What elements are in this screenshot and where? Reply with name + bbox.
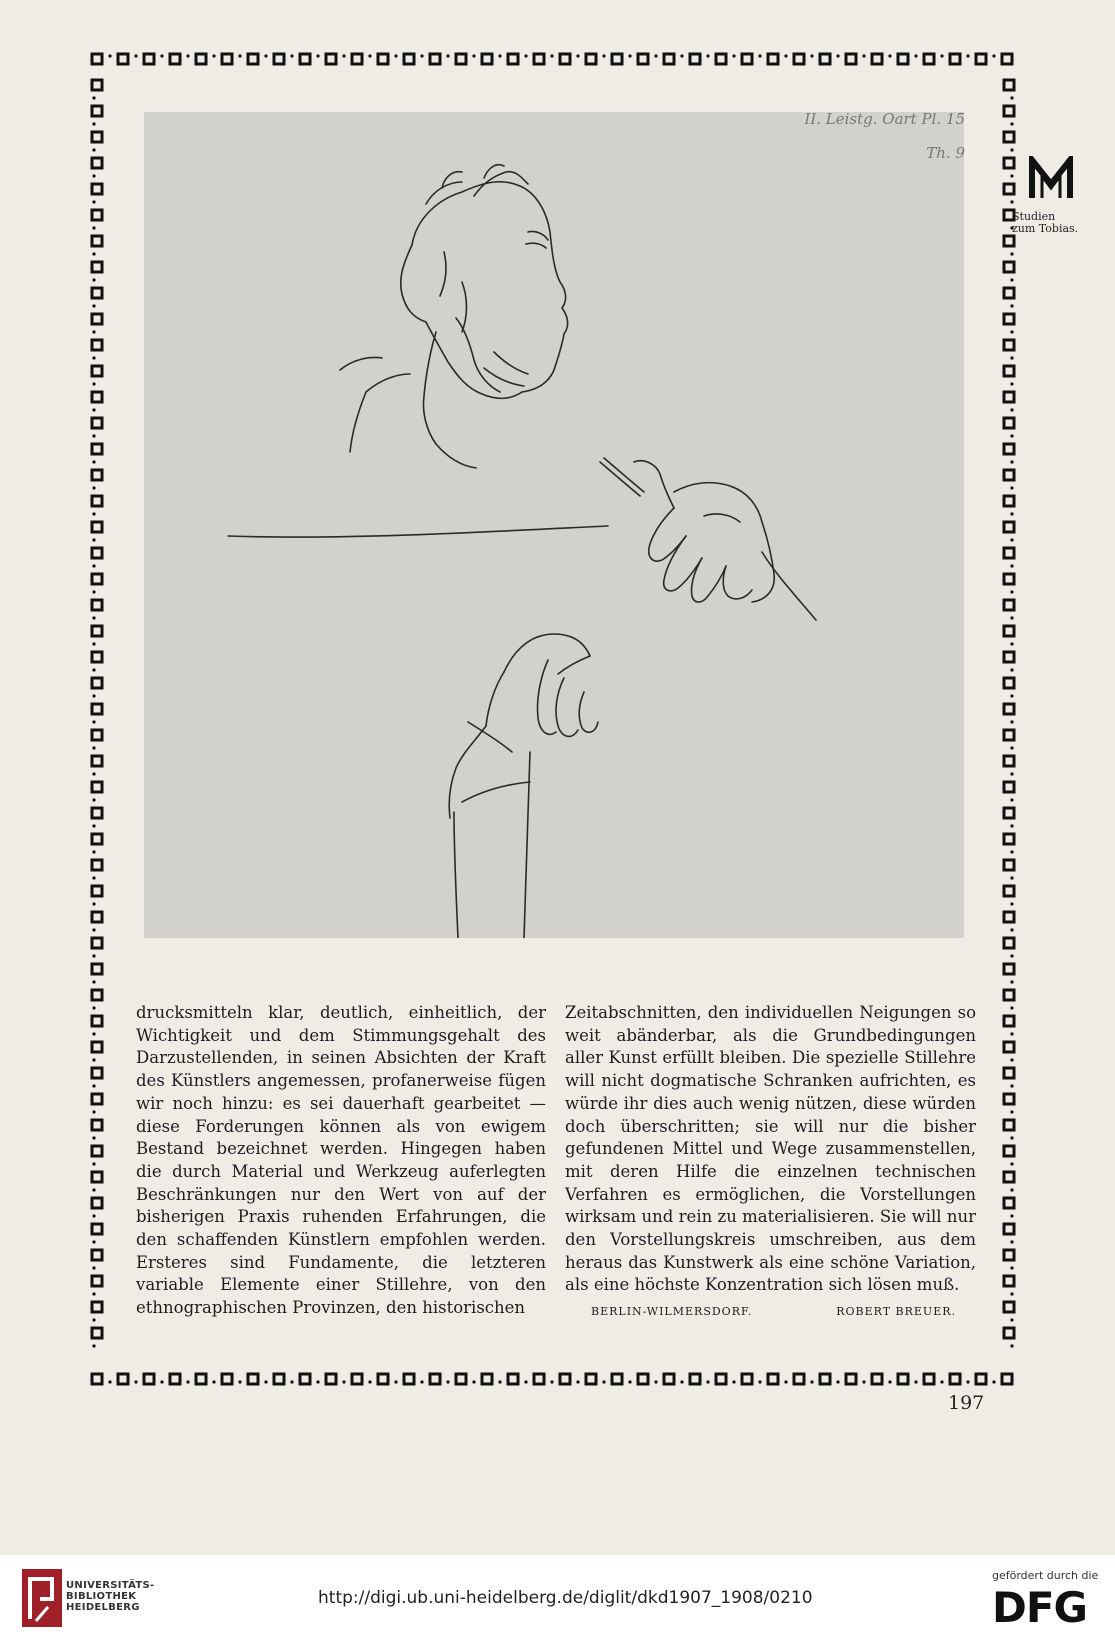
pencil-note-line1: II. Leistg. Oart Pl. 15 — [804, 110, 965, 128]
signature-author: ROBERT BREUER. — [836, 1305, 956, 1319]
university-library-logo-icon — [22, 1569, 62, 1627]
library-name-line3: HEIDELBERG — [66, 1602, 140, 1613]
dfg-logo: DFG — [992, 1583, 1088, 1632]
article-column-left — [136, 1002, 546, 1320]
mm-monogram-icon — [1028, 156, 1074, 202]
library-name-line1: UNIVERSITÄTS- — [66, 1580, 155, 1591]
signature — [565, 1301, 976, 1324]
library-name-line2: BIBLIOTHEK — [66, 1591, 137, 1602]
pencil-annotation — [745, 102, 965, 170]
library-name — [66, 1580, 155, 1613]
signature-place: BERLIN-WILMERSDORF. — [591, 1305, 753, 1319]
article-column-right — [565, 1002, 976, 1324]
funded-by-label: gefördert durch die — [992, 1569, 1099, 1582]
sketch-drawing — [144, 112, 964, 938]
digitization-footer — [0, 1555, 1115, 1641]
page-number: 197 — [948, 1392, 985, 1414]
figure-caption — [1012, 211, 1112, 235]
caption-line2: zum Tobias. — [1012, 222, 1079, 235]
caption-line1: Studien — [1012, 210, 1056, 223]
pencil-note-line2: Th. 9 — [926, 144, 965, 162]
paragraph: drucksmitteln klar, deutlich, einheitlich, der Wichtigkeit und dem Stimmungsgehalt des Darzustellenden, in seinen Absichten der Kraft des Künstlers angemessen, profanerweise fügen wir noch hinzu: es sei dauerhaft gearbeitet — diese Forderungen können als von ewigem Bestand bezeichnet werden. Hingegen haben die durch Material und Werkzeug auferlegten Beschränkungen nur den Wert von auf der bisherigen Praxis ruhenden Erfahrungen, die den schaffenden Künstlern empfohlen werden. Ersteres sind Fundamente, die letzteren variable Elemente einer Stillehre, von den ethnographischen Provinzen, den historischen — [136, 1003, 546, 1318]
drawing-plate — [144, 112, 964, 938]
permalink-url[interactable]: http://digi.ub.uni-heidelberg.de/diglit/dkd1907_1908/0210 — [318, 1588, 813, 1608]
paragraph: Zeitabschnitten, den individuellen Neigungen so weit abänderbar, als die Grundbedingungen aller Kunst erfüllt bleiben. Die spezielle Stillehre will nicht dogmatische Schranken aufrichten, es würde ihr dies auch wenig nützen, diese würden doch überschritten; sie will nur die bisher gefundenen Mittel und Wege zusammenstellen, mit deren Hilfe die einzelnen technischen Verfahren es ermöglichen, die Vorstellungen wirksam und rein zu materialisieren. Sie will nur den Vorstellungskreis umschreiben, aus dem heraus das Kunstwerk als eine schöne Variation, als eine höchste Konzentration sich lösen muß. — [565, 1003, 976, 1295]
